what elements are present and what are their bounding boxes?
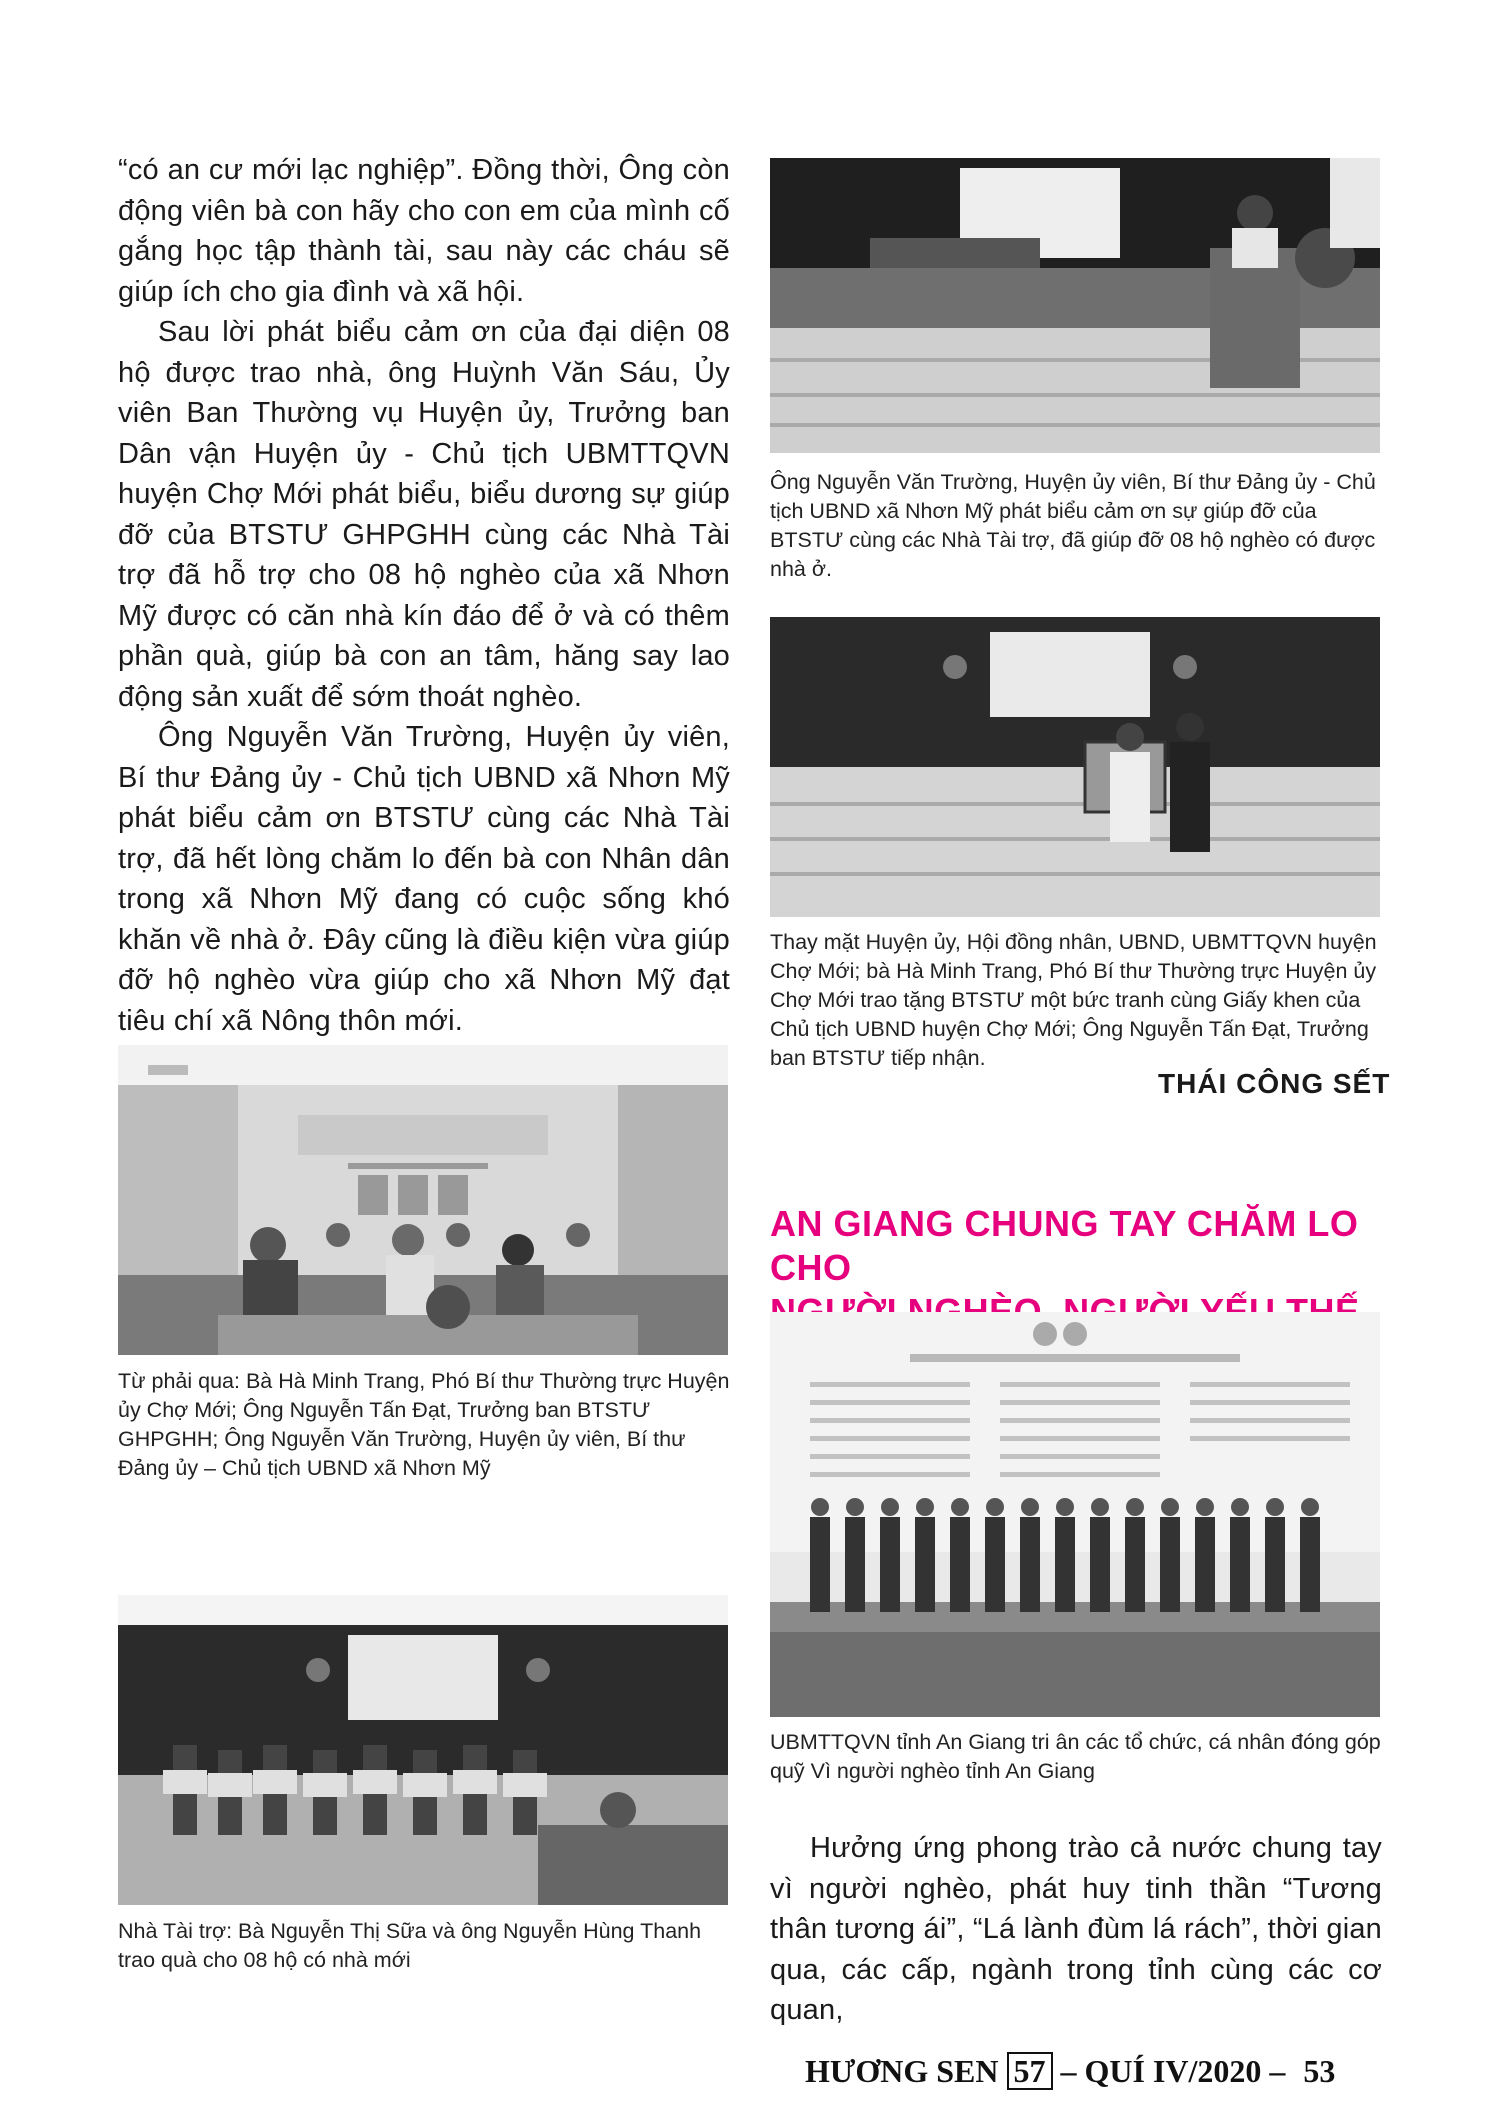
paragraph: Ông Nguyễn Văn Trường, Huyện ủy viên, Bí thư Đảng ủy - Chủ tịch UBND xã Nhơn Mỹ phát biểu cảm ơn BTSTƯ cùng các Nhà Tài trợ, đã hết lòng chăm lo đến bà con Nhân dân trong xã Nhơn Mỹ đang có cuộc sống khó khăn về nhà ở. Đây cũng là điều kiện vừa giúp đỡ hộ nghèo vừa giúp cho xã Nhơn Mỹ đạt tiêu chí xã Nông thôn mới. bbox=[118, 721, 730, 1037]
meeting-hall-image bbox=[118, 1045, 728, 1355]
paragraph: Sau lời phát biểu cảm ơn của đại diện 08 hộ được trao nhà, ông Huỳnh Văn Sáu, Ủy viên Ban Thường vụ Huyện ủy, Trưởng ban Dân vận Huyện ủy - Chủ tịch UBMTTQVN huyện Chợ Mới phát biểu, biểu dương sự giúp đỡ của BTSTƯ GHPGHH cùng các Nhà Tài trợ đã hỗ trợ cho 08 hộ nghèo của xã Nhơn Mỹ được có căn nhà kín đáo để ở và có thêm phần quà, giúp bà con an tâm, hăng say lao động sản xuất để sớm thoát nghèo. bbox=[118, 316, 730, 713]
photo-meeting-caption: Từ phải qua: Bà Hà Minh Trang, Phó Bí thư Thường trực Huyện ủy Chợ Mới; Ông Nguyễn Tấn Đạt, Trưởng ban BTSTƯ GHPGHH; Ông Nguyễn Văn Trường, Huyện ủy viên, Bí thư Đảng ủy – Chủ tịch UBND xã Nhơn Mỹ bbox=[118, 1369, 730, 1480]
magazine-name: HƯƠNG SEN bbox=[805, 2053, 999, 2089]
speech-image bbox=[770, 158, 1380, 453]
gift-handover-image bbox=[118, 1595, 728, 1905]
photo-meeting-hall bbox=[118, 1045, 728, 1355]
photo-ceremony-caption: UBMTTQVN tỉnh An Giang tri ân các tổ chức, cá nhân đóng góp quỹ Vì người nghèo tỉnh An Giang bbox=[770, 1730, 1381, 1783]
photo-award bbox=[770, 617, 1380, 917]
issue-period: – QUÍ IV/2020 – bbox=[1060, 2053, 1286, 2089]
page-number: 53 bbox=[1303, 2053, 1336, 2089]
issue-number: 57 bbox=[1007, 2052, 1053, 2090]
page-footer bbox=[805, 2052, 1335, 2090]
award-image bbox=[770, 617, 1380, 917]
photo-award-caption: Thay mặt Huyện ủy, Hội đồng nhân, UBND, UBMTTQVN huyện Chợ Mới; bà Hà Minh Trang, Phó Bí thư Thường trực Huyện ủy Chợ Mới trao tặng BTSTƯ một bức tranh cùng Giấy khen của Chủ tịch UBND huyện Chợ Mới; Ông Nguyễn Tấn Đạt, Trưởng ban BTSTƯ tiếp nhận. bbox=[770, 930, 1377, 1070]
photo-speech bbox=[770, 158, 1380, 453]
photo-gift-caption: Nhà Tài trợ: Bà Nguyễn Thị Sữa và ông Nguyễn Hùng Thanh trao quà cho 08 hộ có nhà mới bbox=[118, 1919, 702, 1972]
author-name: THÁI CÔNG SẾT bbox=[1158, 1068, 1391, 1099]
photo-speech-caption: Ông Nguyễn Văn Trường, Huyện ủy viên, Bí thư Đảng ủy - Chủ tịch UBND xã Nhơn Mỹ phát biểu cảm ơn sự giúp đỡ của BTSTƯ cùng các Nhà Tài trợ, đã giúp đỡ 08 hộ nghèo có được nhà ở. bbox=[770, 470, 1376, 581]
left-article-text bbox=[118, 150, 730, 1041]
paragraph: “có an cư mới lạc nghiệp”. Đồng thời, Ông còn động viên bà con hãy cho con em của mình cố gắng học tập thành tài, sau này các cháu sẽ giúp ích cho gia đình và xã hội. bbox=[118, 154, 730, 308]
photo-gift-handover bbox=[118, 1595, 728, 1905]
right-article-text bbox=[770, 1828, 1382, 2031]
ceremony-image bbox=[770, 1312, 1380, 1717]
photo-ceremony bbox=[770, 1312, 1380, 1717]
paragraph: Hưởng ứng phong trào cả nước chung tay vì người nghèo, phát huy tinh thần “Tương thân tương ái”, “Lá lành đùm lá rách”, thời gian qua, các cấp, ngành trong tỉnh cùng các cơ quan, bbox=[770, 1832, 1382, 2026]
heading-line-1: AN GIANG CHUNG TAY CHĂM LO CHO bbox=[770, 1203, 1359, 1288]
